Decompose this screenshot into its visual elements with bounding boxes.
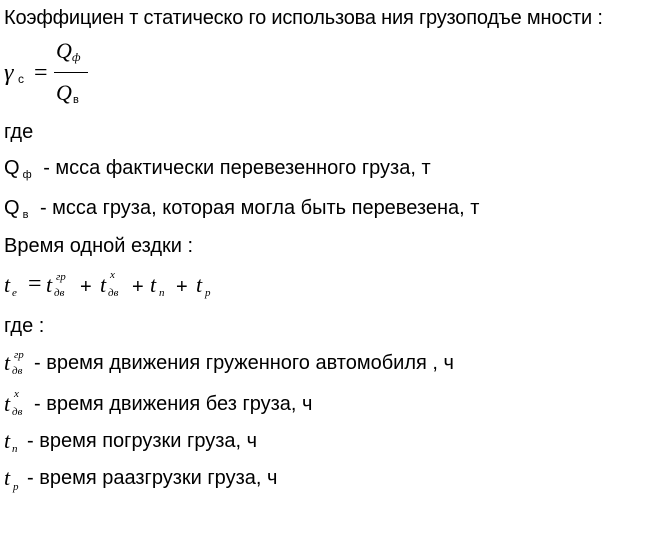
t-unloading-symbol: t — [4, 465, 11, 490]
term3-sub: п — [159, 287, 165, 299]
q-actual-text: - мсса фактически перевезенного груза, т — [43, 157, 431, 179]
denominator-sub: в — [73, 94, 79, 106]
where-label-2: где : — [4, 315, 45, 337]
term3-t: t — [150, 272, 157, 297]
q-possible-text: - мсса груза, которая могла быть перевезена, т — [39, 197, 480, 219]
equals-sign-2: = — [28, 271, 42, 297]
trip-time-heading: Время одной ездки : — [4, 235, 194, 257]
heading-text: Коэффициен т статическо го использова ния грузоподъе мности : — [4, 7, 603, 29]
definition-q-possible — [4, 196, 479, 223]
t-empty-sup: х — [14, 388, 19, 400]
q-possible-symbol: Q — [4, 197, 20, 219]
numerator-q: Q — [56, 38, 72, 63]
term1-sup: гр — [56, 271, 66, 283]
gamma-symbol: γ — [4, 60, 14, 86]
plus-1: + — [80, 276, 92, 298]
term4-t: t — [196, 272, 203, 297]
t-loaded-symbol: t — [4, 350, 11, 375]
t-loading-sub: п — [12, 443, 18, 455]
plus-2: + — [132, 276, 144, 298]
q-actual-sub: ф — [22, 169, 32, 181]
term2-sub: дв — [108, 287, 119, 299]
t-loaded-sub: дв — [12, 365, 23, 377]
equals-sign: = — [34, 60, 48, 86]
gamma-subscript: с — [18, 72, 24, 86]
t-empty-symbol: t — [4, 391, 11, 416]
denominator-q: Q — [56, 80, 72, 105]
t-empty-text: - время движения без груза, ч — [34, 393, 313, 415]
lhs-t: t — [4, 272, 11, 297]
definition-q-actual — [4, 156, 431, 183]
term4-sub: р — [205, 287, 211, 299]
q-possible-sub: в — [22, 209, 29, 221]
numerator-sub: ф — [72, 50, 81, 64]
t-loading-text: - время погрузки груза, ч — [27, 430, 258, 452]
plus-3: + — [176, 276, 188, 298]
where-label-1: где — [4, 121, 34, 143]
t-loaded-sup: гр — [14, 349, 24, 361]
term1-sub: дв — [54, 287, 65, 299]
term1-t: t — [46, 272, 53, 297]
fraction-bar — [54, 72, 88, 73]
t-unloading-text: - время раазгрузки груза, ч — [27, 467, 278, 489]
t-empty-sub: дв — [12, 406, 23, 418]
q-actual-symbol: Q — [4, 157, 20, 179]
t-unloading-sub: р — [13, 481, 19, 493]
t-loading-symbol: t — [4, 428, 11, 453]
t-loaded-text: - время движения груженного автомобиля , ч — [34, 352, 454, 374]
term2-sup: х — [110, 269, 115, 281]
lhs-sub: e — [12, 287, 17, 299]
term2-t: t — [100, 272, 107, 297]
